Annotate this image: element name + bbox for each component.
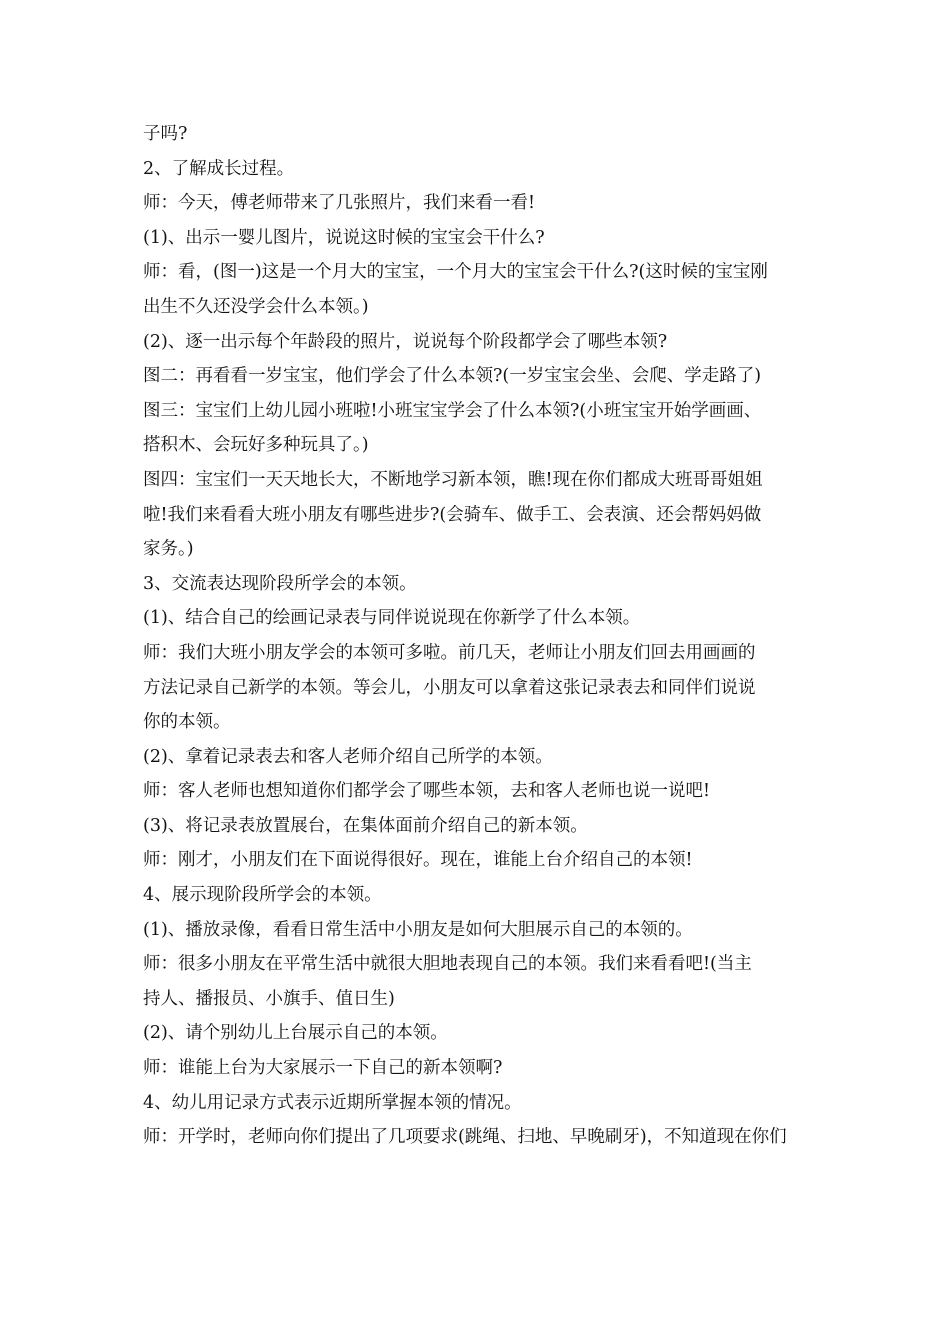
text-line: 持人、播报员、小旗手、值日生) [143, 988, 395, 1009]
text-line: 师：今天，傅老师带来了几张照片，我们来看一看! [143, 193, 536, 214]
text-line: 师：客人老师也想知道你们都学会了哪些本领，去和客人老师也说一说吧! [143, 781, 711, 802]
text-line: 师：刚才，小朋友们在下面说得很好。现在，谁能上台介绍自己的本领! [143, 850, 693, 871]
text-line: (1)、结合自己的绘画记录表与同伴说说现在你新学了什么本领。 [143, 608, 641, 629]
text-line: 家务。) [143, 539, 194, 560]
section-heading: 3、交流表达现阶段所学会的本领。 [143, 573, 417, 594]
document-body [143, 117, 813, 1155]
text-line: 图四：宝宝们一天天地长大，不断地学习新本领，瞧!现在你们都成大班哥哥姐姐 [143, 469, 763, 490]
text-line: 师：开学时，老师向你们提出了几项要求(跳绳、扫地、早晚刷牙)，不知道现在你们 [143, 1127, 787, 1148]
text-line: (1)、播放录像，看看日常生活中小朋友是如何大胆展示自己的本领的。 [143, 919, 693, 940]
section-heading: 2、了解成长过程。 [143, 158, 295, 179]
text-line: (2)、请个别幼儿上台展示自己的本领。 [143, 1023, 448, 1044]
text-line: 师：很多小朋友在平常生活中就很大胆地表现自己的本领。我们来看看吧!(当主 [143, 954, 752, 975]
text-line: (3)、将记录表放置展台，在集体面前介绍自己的新本领。 [143, 815, 588, 836]
text-line: 师：我们大班小朋友学会的本领可多啦。前几天，老师让小朋友们回去用画画的 [143, 642, 756, 663]
section-heading: 4、幼儿用记录方式表示近期所掌握本领的情况。 [143, 1092, 522, 1113]
text-line: 师：谁能上台为大家展示一下自己的新本领啊? [143, 1058, 503, 1079]
text-line: 搭积木、会玩好多种玩具了。) [143, 435, 369, 456]
text-line: 图三：宝宝们上幼儿园小班啦!小班宝宝学会了什么本领?(小班宝宝开始学画画、 [143, 400, 762, 421]
text-line: 子吗? [143, 124, 188, 144]
text-line: 你的本领。 [143, 712, 231, 733]
text-line: 师：看，(图一)这是一个月大的宝宝，一个月大的宝宝会干什么?(这时候的宝宝刚 [143, 262, 768, 283]
text-line: (2)、逐一出示每个年龄段的照片，说说每个阶段都学会了哪些本领? [143, 331, 668, 352]
section-heading: 4、展示现阶段所学会的本领。 [143, 885, 382, 906]
text-line: (1)、出示一婴儿图片，说说这时候的宝宝会干什么? [143, 227, 545, 248]
text-line: 方法记录自己新学的本领。等会儿，小朋友可以拿着这张记录表去和同伴们说说 [143, 677, 756, 698]
text-line: (2)、拿着记录表去和客人老师介绍自己所学的本领。 [143, 746, 553, 767]
text-line: 啦!我们来看看大班小朋友有哪些进步?(会骑车、做手工、会表演、还会帮妈妈做 [143, 504, 762, 525]
text-line: 图二：再看看一岁宝宝，他们学会了什么本领?(一岁宝宝会坐、会爬、学走路了) [143, 366, 762, 387]
text-line: 出生不久还没学会什么本领。) [143, 296, 369, 317]
